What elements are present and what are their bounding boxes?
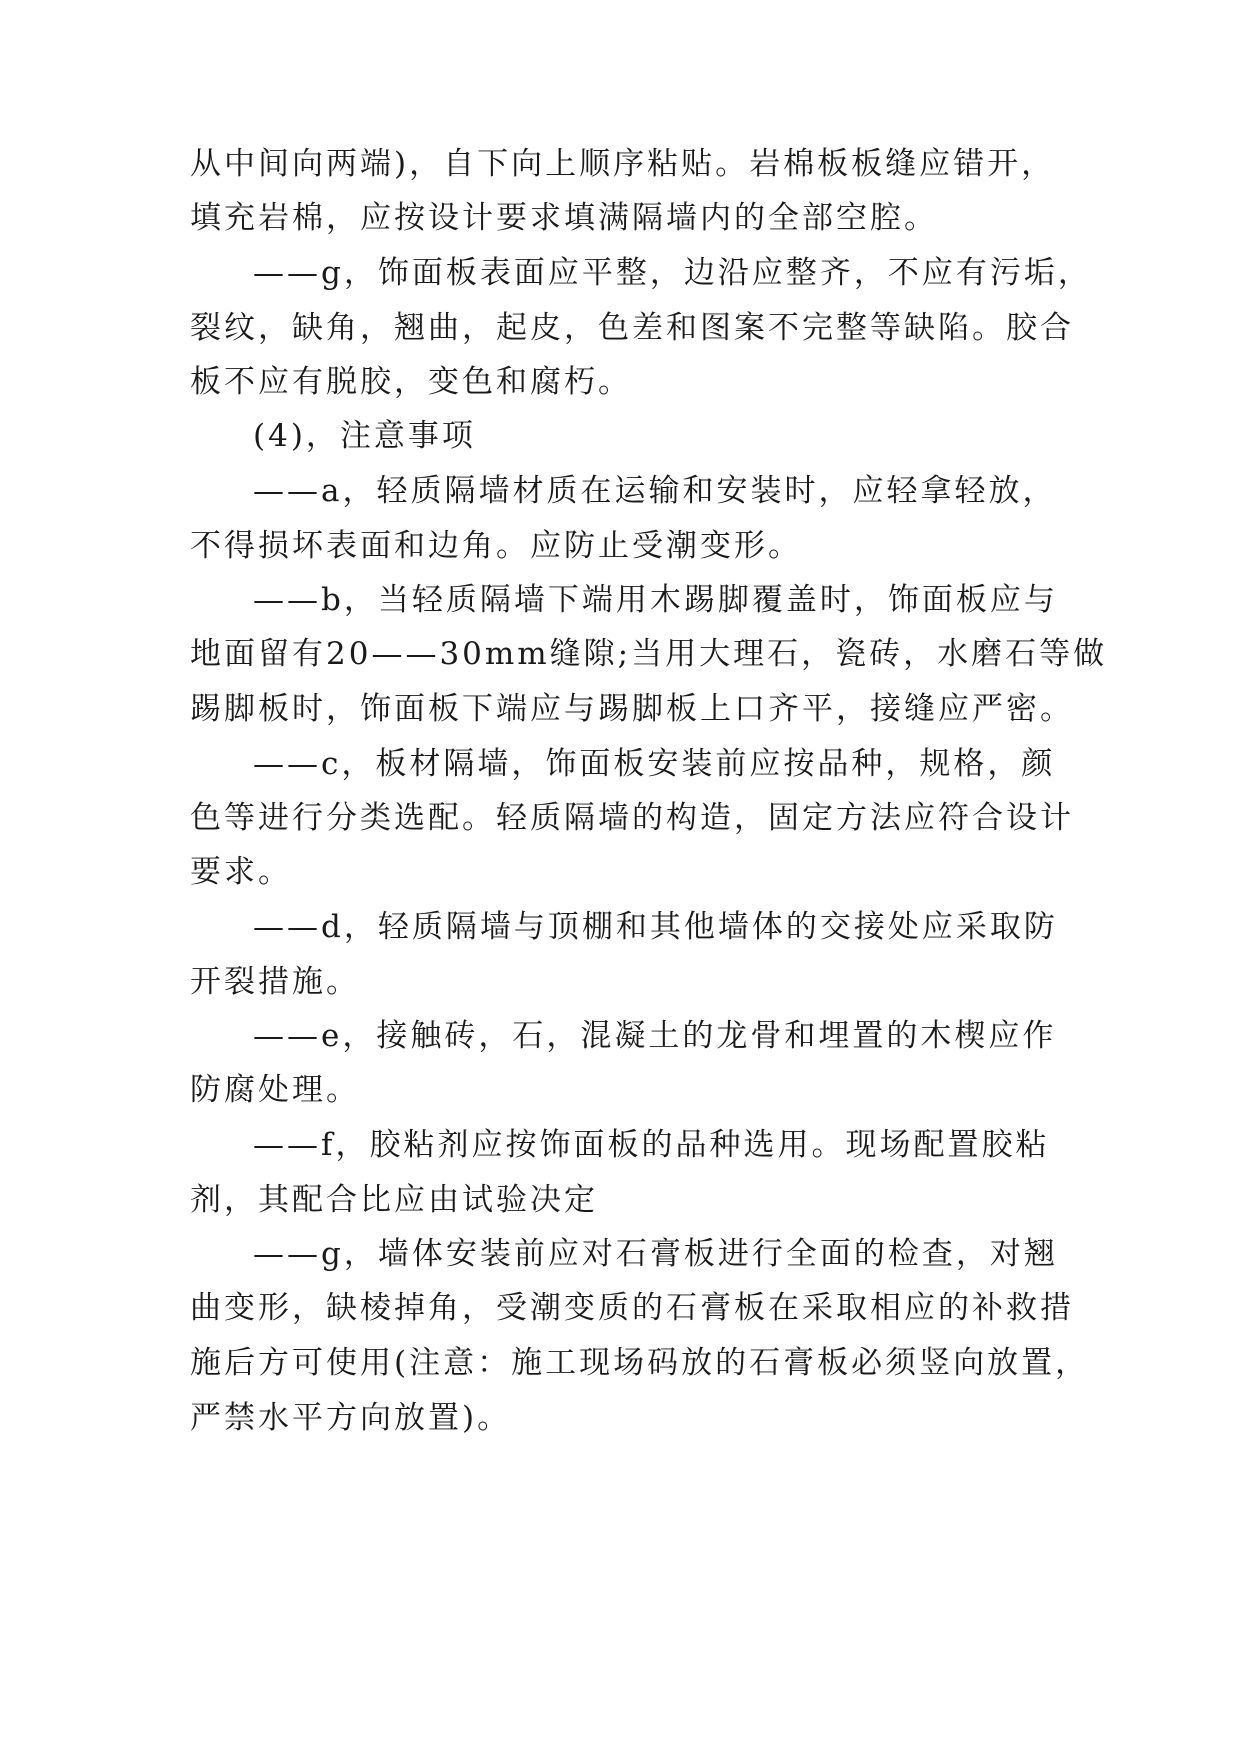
text-line-9: ——b，当轻质隔墙下端用木踢脚覆盖时，饰面板应与 (253, 582, 1058, 618)
text-line-2: 填充岩棉，应按设计要求填满隔墙内的全部空腔。 (190, 200, 938, 236)
text-line-1: 从中间向两端)，自下向上顺序粘贴。岩棉板板缝应错开， (190, 146, 1056, 182)
text-line-14: 要求。 (190, 854, 292, 890)
text-line-4: 裂纹，缺角，翘曲，起皮，色差和图案不完整等缺陷。胶合 (190, 310, 1074, 346)
text-line-21: ——g，墙体安装前应对石膏板进行全面的检查，对翘 (253, 1236, 1058, 1272)
text-line-10: 地面留有20——30mm缝隙;当用大理石，瓷砖，水磨石等做 (190, 636, 1108, 672)
text-line-8: 不得损坏表面和边角。应防止受潮变形。 (190, 528, 802, 564)
text-line-23: 施后方可使用(注意：施工现场码放的石膏板必须竖向放置， (190, 1345, 1090, 1381)
text-line-16: 开裂措施。 (190, 964, 360, 1000)
text-line-3: ——g，饰面板表面应平整，边沿应整齐，不应有污垢， (253, 255, 1092, 291)
text-line-15: ——d，轻质隔墙与顶棚和其他墙体的交接处应采取防 (253, 909, 1058, 945)
text-line-17: ——e，接触砖，石，混凝土的龙骨和埋置的木楔应作 (253, 1018, 1057, 1054)
text-line-24: 严禁水平方向放置)。 (190, 1400, 512, 1436)
text-line-19: ——f，胶粘剂应按饰面板的品种选用。现场配置胶粘 (253, 1127, 1050, 1163)
text-line-5: 板不应有脱胶，变色和腐朽。 (190, 364, 632, 400)
text-line-11: 踢脚板时，饰面板下端应与踢脚板上口齐平，接缝应严密。 (190, 691, 1074, 727)
text-line-12: ——c，板材隔墙，饰面板安装前应按品种，规格，颜 (253, 746, 1056, 782)
text-line-13: 色等进行分类选配。轻质隔墙的构造，固定方法应符合设计 (190, 800, 1074, 836)
text-line-18: 防腐处理。 (190, 1072, 360, 1108)
section-heading: (4)，注意事项 (253, 418, 476, 454)
text-line-7: ——a，轻质隔墙材质在运输和安装时，应轻拿轻放， (253, 473, 1057, 509)
text-line-22: 曲变形，缺棱掉角，受潮变质的石膏板在采取相应的补救措 (190, 1290, 1074, 1326)
text-line-20: 剂，其配合比应由试验决定 (190, 1182, 598, 1218)
